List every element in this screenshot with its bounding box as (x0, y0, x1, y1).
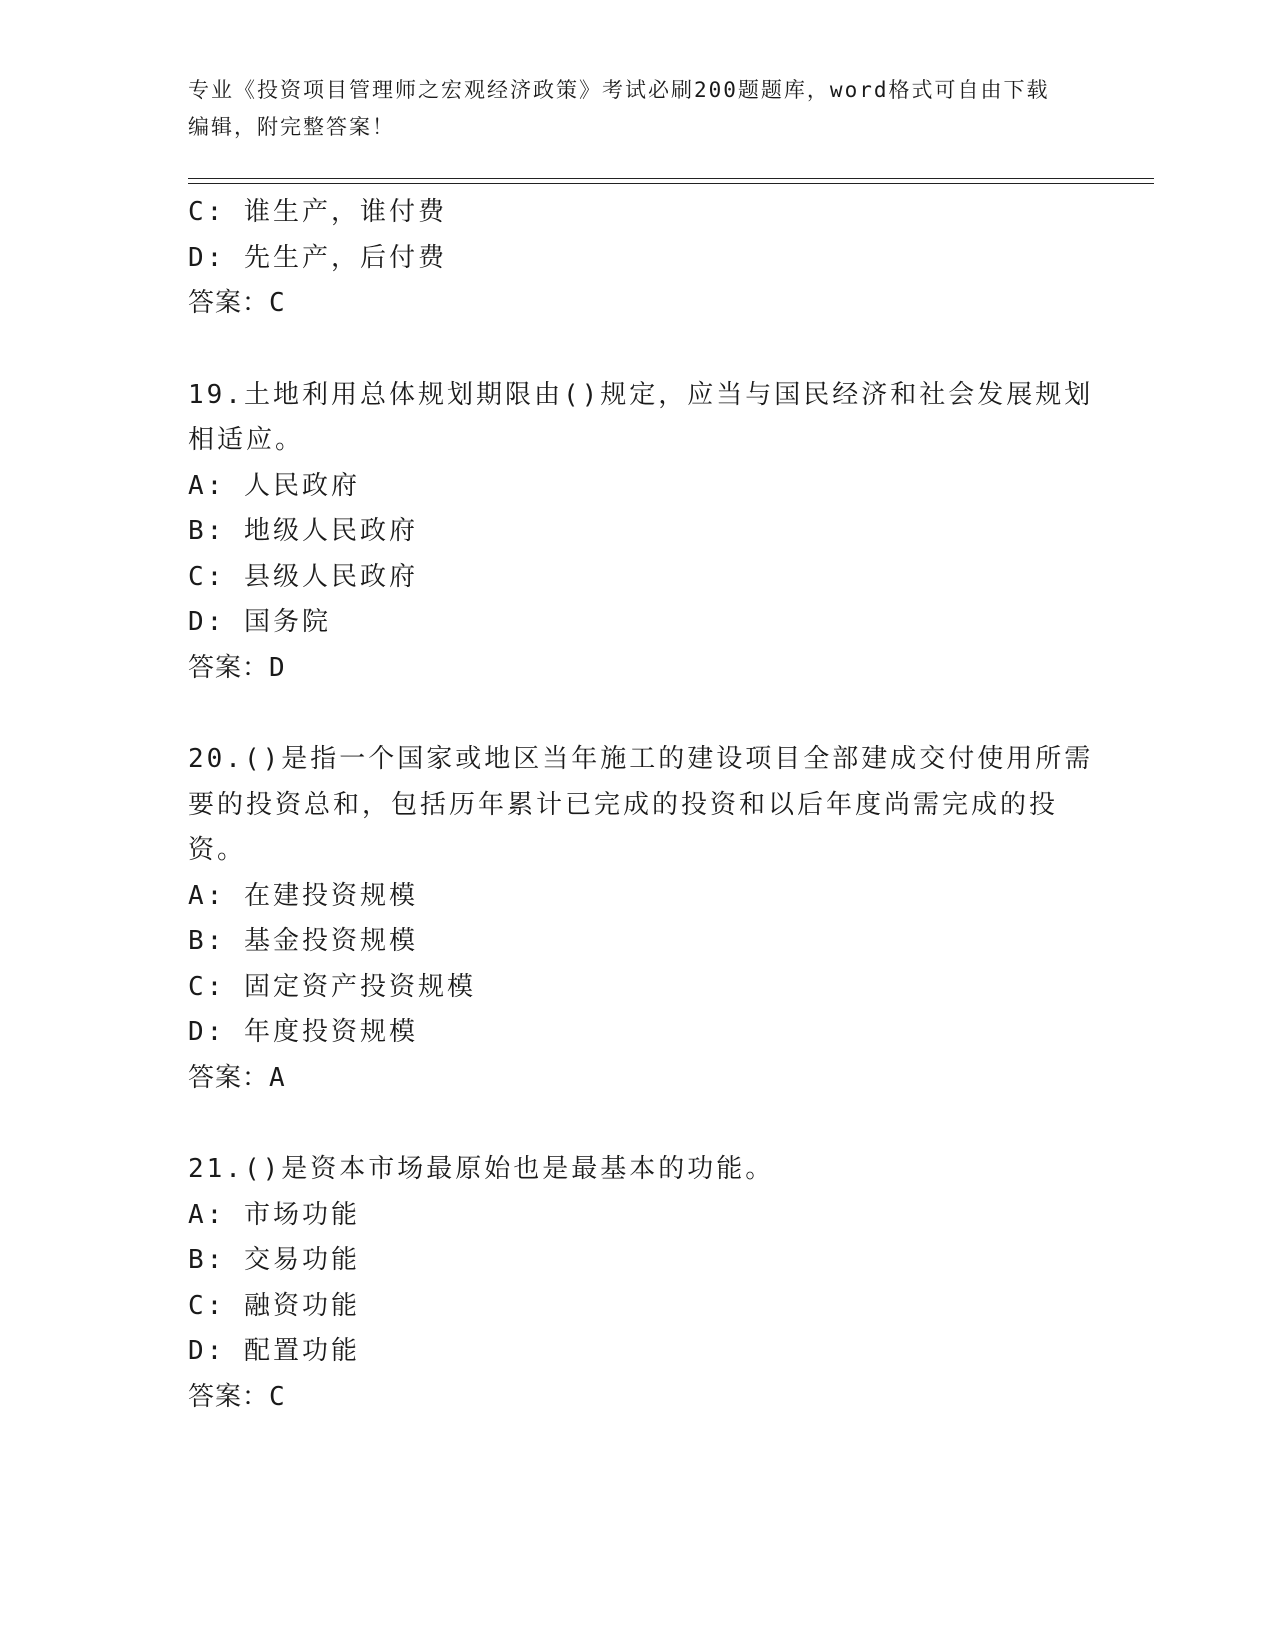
document-header: 专业《投资项目管理师之宏观经济政策》考试必刷200题题库，word格式可自由下载编辑，附完整答案！ (188, 78, 1050, 139)
option-c: C: 县级人民政府 (188, 561, 418, 592)
question-text: 资。 (188, 835, 247, 865)
option-b: B: 基金投资规模 (188, 926, 418, 956)
option-a: A: 在建投资规模 (188, 880, 418, 911)
option-d: D: 先生产，后付费 (188, 242, 447, 273)
option-c: C: 融资功能 (188, 1290, 360, 1321)
answer: 答案：C (188, 288, 286, 318)
answer: 答案：D (188, 652, 286, 683)
spacer (188, 1101, 1088, 1147)
option-b: B: 交易功能 (188, 1245, 360, 1275)
question-list (188, 190, 1094, 1420)
question-text: 19.土地利用总体规划期限由()规定，应当与国民经济和社会发展规划 (188, 379, 1094, 410)
spacer (188, 691, 1088, 737)
option-d: D: 配置功能 (188, 1336, 360, 1366)
question-21 (188, 1147, 1088, 1420)
answer: 答案：C (188, 1381, 286, 1412)
header-divider-bottom (188, 183, 1154, 184)
answer: 答案：A (188, 1062, 286, 1093)
option-d: D: 年度投资规模 (188, 1017, 418, 1047)
question-text: 要的投资总和，包括历年累计已完成的投资和以后年度尚需完成的投 (188, 789, 1059, 820)
question-text: 21.()是资本市场最原始也是最基本的功能。 (188, 1154, 775, 1184)
question-text: 相适应。 (188, 425, 305, 455)
option-a: A: 人民政府 (188, 470, 360, 501)
question-20 (188, 737, 1094, 1101)
question-18-continued (188, 190, 1088, 327)
spacer (188, 327, 1088, 373)
header-divider-top (188, 178, 1154, 179)
option-d: D: 国务院 (188, 607, 331, 637)
option-c: C: 固定资产投资规模 (188, 971, 476, 1002)
option-b: B: 地级人民政府 (188, 516, 418, 546)
question-text: 20.()是指一个国家或地区当年施工的建设项目全部建成交付使用所需 (188, 744, 1094, 774)
option-a: A: 市场功能 (188, 1199, 360, 1230)
question-19 (188, 373, 1094, 692)
option-c: C: 谁生产，谁付费 (188, 197, 447, 227)
